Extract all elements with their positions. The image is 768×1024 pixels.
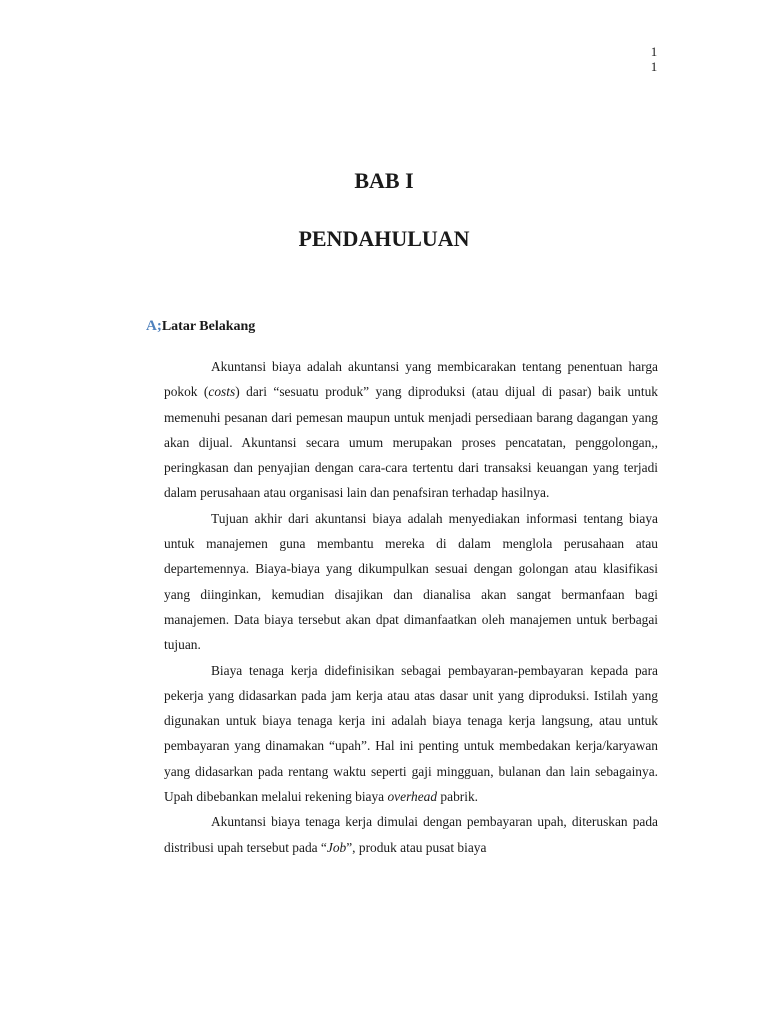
paragraph-2 <box>164 506 658 658</box>
chapter-title: BAB I <box>354 168 414 193</box>
paragraph-4-text-b: ”, produk atau pusat biaya <box>346 839 487 855</box>
paragraph-1-text-a: Akuntansi biaya adalah akuntansi yang membicarakan tentang penentuan harga pokok ( <box>164 359 658 400</box>
page-number <box>644 44 664 74</box>
paragraph-4-emphasis: Job <box>326 839 347 855</box>
section-title: Latar Belakang <box>161 319 256 334</box>
section-marker: A; <box>146 318 162 334</box>
paragraph-3-emphasis: overhead <box>387 789 438 805</box>
paragraph-1 <box>164 354 658 506</box>
paragraph-3 <box>164 658 658 810</box>
paragraph-4 <box>164 809 658 860</box>
chapter-subtitle: PENDAHULUAN <box>298 226 470 251</box>
paragraph-3-text-b: pabrik. <box>437 789 478 805</box>
page-number-line-2: 1 <box>650 59 658 74</box>
paragraph-3-text-a: Biaya tenaga kerja didefinisikan sebagai pembayaran-pembayaran kepada para pekerja yang didasarkan pada jam kerja atau atas dasar unit yang diproduksi. Istilah yang digunakan untuk biaya tenaga kerja ini adalah biaya tenaga kerja langsung, atau untuk pembayaran yang dinamakan “upah”. Hal ini penting untuk membedakan kerja/karyawan yang didasarkan pada rentang waktu seperti gaji mingguan, bulanan dan lain sebagainya. Upah dibebankan melalui rekening biaya <box>164 662 658 805</box>
paragraph-2-text: Tujuan akhir dari akuntansi biaya adalah menyediakan informasi tentang biaya untuk manajemen guna membantu mereka di dalam menglola perusahaan atau departemennya. Biaya-biaya yang dikumpulkan sesuai dengan golongan atau klasifikasi yang diinginkan, kemudian disajikan dan dianalisa akan sangat bermanfaan bagi manajemen. Data biaya tersebut akan dpat dimanfaatkan oleh manajemen untuk berbagai tujuan. <box>164 510 658 653</box>
section-heading <box>146 318 255 335</box>
paragraph-1-text-b: ) dari “sesuatu produk” yang diproduksi (atau dijual di pasar) baik untuk memenuhi pesanan dari pemesan maupun untuk menjadi persediaan barang dagangan yang akan dijual. Akuntansi secara umum merupakan proses pencatatan, penggolongan,, peringkasan dan penyajian dengan cara-cara tertentu dari transaksi keuangan yang terjadi dalam perusahaan atau organisasi lain dan penafsiran terhadap hasilnya. <box>164 384 658 501</box>
paragraph-4-text-a: Akuntansi biaya tenaga kerja dimulai dengan pembayaran upah, diteruskan pada distribusi upah tersebut pada “ <box>164 814 658 855</box>
body-text <box>164 354 658 860</box>
paragraph-1-emphasis: costs <box>208 384 236 400</box>
page-number-line-1: 1 <box>650 44 658 59</box>
